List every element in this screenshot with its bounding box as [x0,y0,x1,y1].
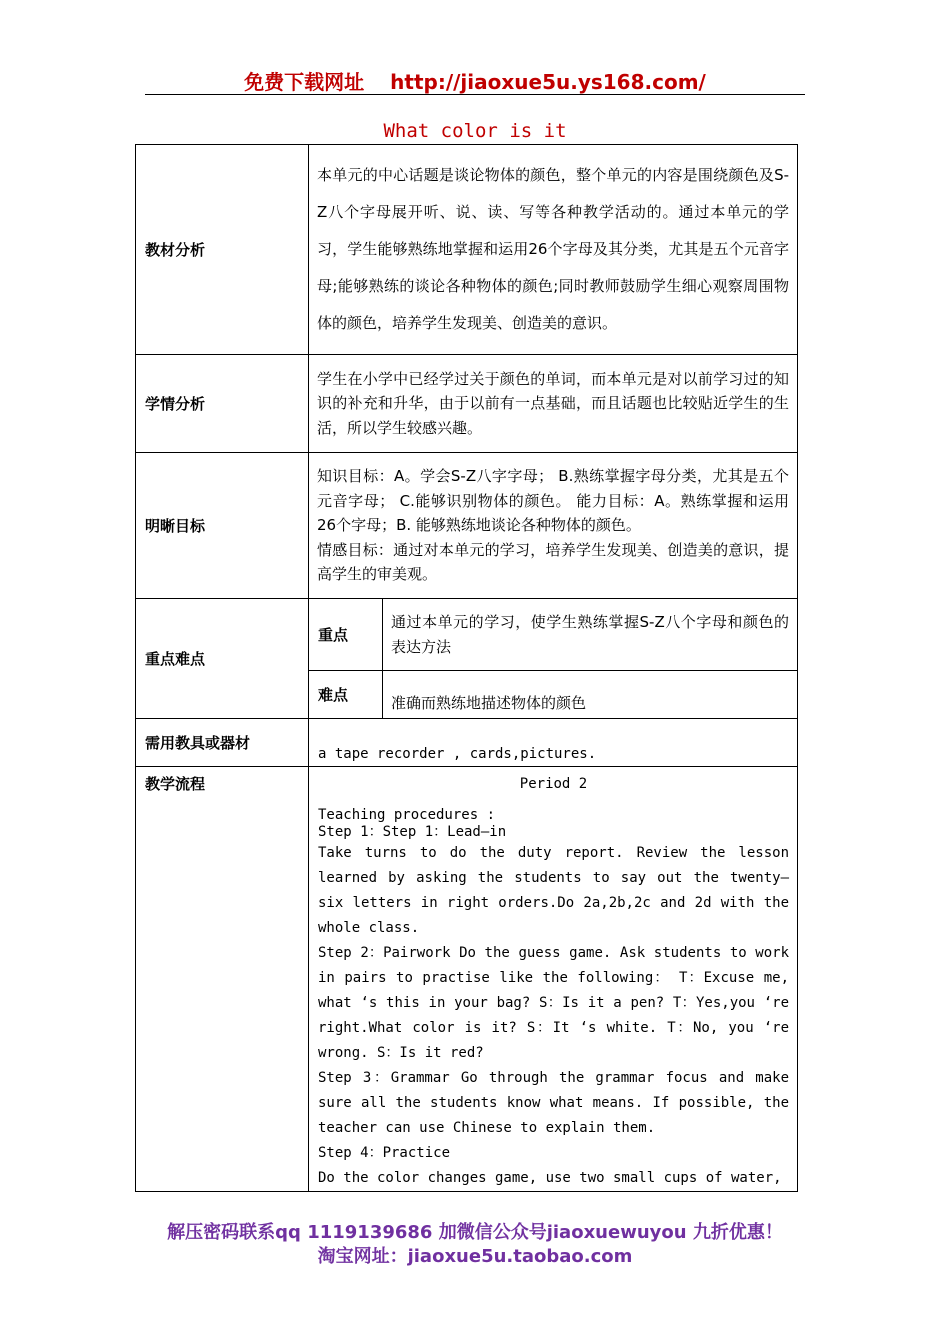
procedures-intro: Teaching procedures : [318,807,496,823]
header-label: 免费下载网址 [244,70,365,94]
materials-text: a tape recorder , cards,pictures. [309,719,798,767]
key-point-text: 通过本单元的学习，使学生熟练掌握S-Z八个字母和颜色的表达方法 [383,599,798,671]
objectives-knowledge-text: 知识目标：A。学会S-Z八字字母； B.熟练掌握字母分类，尤其是五个元音字母； C.能够识别物体的颜色。 能力目标：A。熟练掌握和运用26个字母；B. 能够熟练地谈论各种物体的颜色。 [317,467,790,535]
footer-contact-line: 解压密码联系qq 1119139686 加微信公众号jiaoxuewuyou 九折优惠！ [167,1222,783,1243]
period-heading: Period 2 [519,776,588,792]
row-key-points [136,599,798,671]
row-label-textbook: 教材分析 [136,145,309,355]
page-header [0,66,950,95]
row-label-students: 学情分析 [136,355,309,453]
step1-heading: Step 1：Step 1：Lead—in [318,824,507,840]
row-objectives [136,453,798,599]
step4-heading: Step 4：Practice [318,1145,451,1161]
textbook-analysis-text: 本单元的中心话题是谈论物体的颜色，整个单元的内容是围绕颜色及S-Z八个字母展开听、说、读、写等各种教学活动的。通过本单元的学习，学生能够熟练地掌握和运用26个字母及其分类，尤其是五个元音字母;能够熟练的谈论各种物体的颜色;同时教师鼓励学生细心观察周围物体的颜色，培养学生发现美、创造美的意识。 [309,145,798,355]
objectives-cell [309,453,798,599]
step4-text: Do the color changes game, use two small cups of water, [318,1170,782,1186]
document-title: What color is it [383,120,567,142]
row-teaching-process [136,767,798,1192]
row-label-materials: 需用教具或器材 [136,719,309,767]
key-point-label: 重点 [309,599,383,671]
row-label-keypoints: 重点难点 [136,599,309,719]
step2-text: Step 2：Pairwork Do the guess game. Ask students to work in pairs to practise like the following： T：Excuse me, what ‘s this in your bag? S：Is it a pen? T：Yes,you ‘re right.What color is it? S：It ‘s white. T：No, you ‘re wrong. S：Is it red? [318,945,790,1061]
row-label-process: 教学流程 [136,767,309,1192]
process-cell [309,767,798,1192]
row-label-objectives: 明晰目标 [136,453,309,599]
step1-text: Take turns to do the duty report. Review the lesson learned by asking the students to say out the twenty—six letters in right orders.Do 2a,2b,2c and 2d with the whole class. [318,845,790,936]
step3-text: Step 3：Grammar Go through the grammar focus and make sure all the students know what means. If possible, the teacher can use Chinese to explain them. [318,1070,790,1136]
difficult-point-text: 准确而熟练地描述物体的颜色 [383,671,798,719]
row-student-analysis [136,355,798,453]
header-url-link[interactable]: http://jiaoxue5u.ys168.com/ [390,70,706,94]
footer-shop-link[interactable]: 淘宝网址：jiaoxue5u.taobao.com [317,1246,633,1267]
difficult-point-label: 难点 [309,671,383,719]
row-textbook-analysis [136,145,798,355]
header-divider [145,94,805,95]
lesson-plan-table [135,144,798,1192]
row-materials [136,719,798,767]
objectives-emotion-text: 情感目标：通过对本单元的学习，培养学生发现美、创造美的意识，提高学生的审美观。 [317,540,790,584]
student-analysis-text: 学生在小学中已经学过关于颜色的单词，而本单元是对以前学习过的知识的补充和升华，由于以前有一点基础，而且话题也比较贴近学生的生活，所以学生较感兴趣。 [309,355,798,453]
